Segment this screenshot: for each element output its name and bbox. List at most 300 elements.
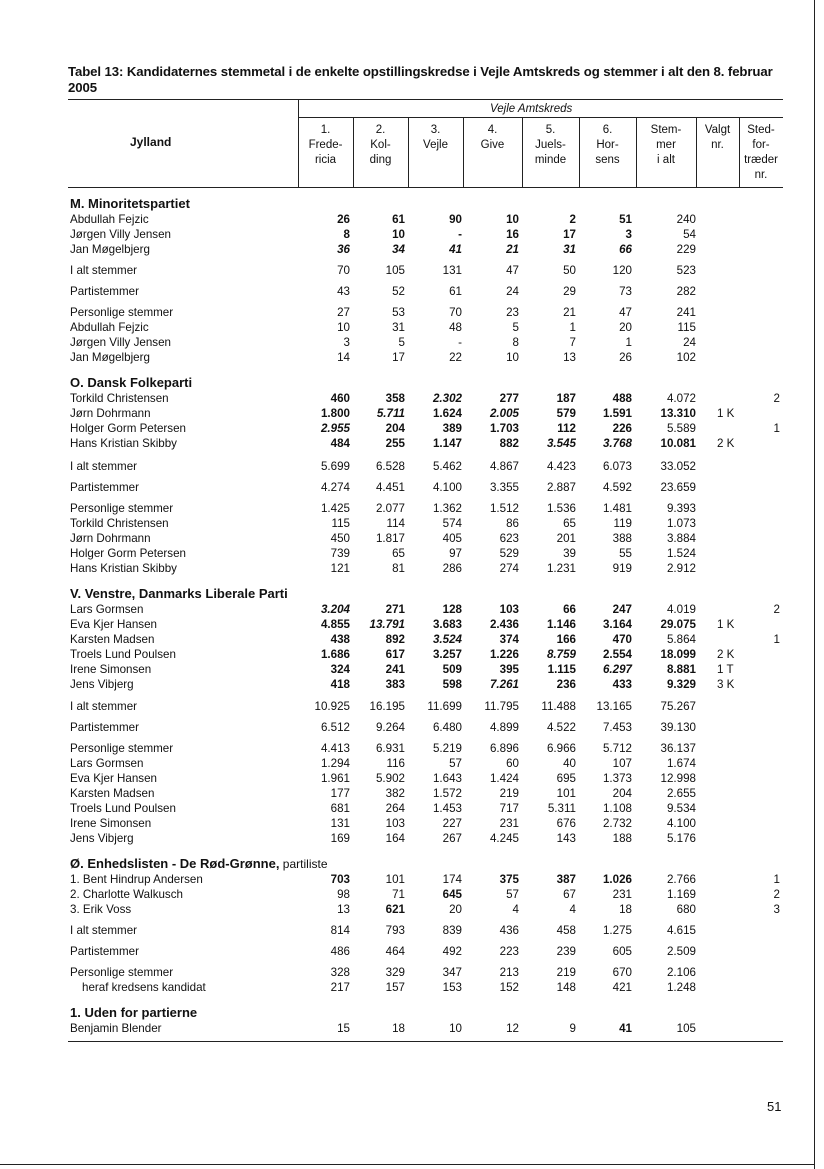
cell-kreds-2: 1.817 <box>375 532 405 545</box>
row-label: Eva Kjer Hansen <box>70 772 157 785</box>
party-name: V. Venstre, Danmarks Liberale Parti <box>70 586 288 601</box>
cell-total: 2.655 <box>666 787 696 800</box>
cell-kreds-3: 389 <box>442 422 462 435</box>
cell-kreds-4: 86 <box>506 517 519 530</box>
cell-kreds-5: 1 <box>569 321 576 334</box>
cell-kreds-6: 421 <box>612 981 632 994</box>
cell-kreds-3: 3.257 <box>432 648 462 661</box>
cell-kreds-2: 5.711 <box>376 407 405 420</box>
cell-total: 33.052 <box>660 460 696 473</box>
cell-kreds-5: 676 <box>556 817 576 830</box>
cell-kreds-5: 187 <box>556 392 576 405</box>
cell-kreds-5: 4.522 <box>546 721 576 734</box>
cell-kreds-4: 219 <box>499 787 519 800</box>
cell-kreds-1: 4.413 <box>320 742 350 755</box>
cell-total: 4.072 <box>666 392 696 405</box>
cell-kreds-5: 4 <box>569 903 576 916</box>
table-row <box>0 632 824 647</box>
cell-kreds-6: 2.732 <box>602 817 632 830</box>
cell-kreds-4: 8 <box>512 336 519 349</box>
cell-kreds-2: 18 <box>392 1022 405 1035</box>
cell-kreds-3: 20 <box>449 903 462 916</box>
row-label: Karsten Madsen <box>70 787 155 800</box>
table-row <box>0 965 824 980</box>
cell-kreds-1: 6.512 <box>320 721 350 734</box>
row-label: Torkild Christensen <box>70 517 169 530</box>
cell-total: 36.137 <box>660 742 696 755</box>
cell-kreds-2: 617 <box>385 648 405 661</box>
table-row <box>0 516 824 531</box>
cell-kreds-4: 11.795 <box>484 700 519 713</box>
cell-kreds-6: 66 <box>619 243 632 256</box>
cell-kreds-5: 101 <box>556 787 576 800</box>
cell-kreds-5: 166 <box>556 633 576 646</box>
cell-kreds-2: 157 <box>385 981 405 994</box>
cell-kreds-4: 103 <box>499 603 519 616</box>
cell-kreds-1: 14 <box>337 351 350 364</box>
cell-kreds-1: 98 <box>337 888 350 901</box>
cell-kreds-5: 201 <box>556 532 576 545</box>
cell-kreds-5: 6.966 <box>546 742 576 755</box>
row-label: Troels Lund Poulsen <box>70 802 176 815</box>
cell-total: 24 <box>683 336 696 349</box>
cell-kreds-3: 3.683 <box>432 618 462 631</box>
cell-valgt: 1 K <box>717 407 735 420</box>
cell-total: 9.534 <box>666 802 696 815</box>
cell-total: 1.524 <box>666 547 696 560</box>
cell-kreds-3: 128 <box>442 603 462 616</box>
cell-stedfortraeder: 2 <box>773 392 780 405</box>
cell-kreds-3: 227 <box>442 817 462 830</box>
stub-header: Jylland <box>130 135 172 149</box>
table-row <box>0 831 824 846</box>
cell-kreds-1: 460 <box>330 392 350 405</box>
cell-kreds-3: 492 <box>442 945 462 958</box>
cell-kreds-5: 112 <box>557 422 576 435</box>
cell-kreds-5: 40 <box>563 757 576 770</box>
cell-kreds-2: 4.451 <box>375 481 405 494</box>
cell-kreds-4: 4.867 <box>489 460 519 473</box>
cell-total: 8.881 <box>666 663 696 676</box>
cell-kreds-1: 121 <box>330 562 350 575</box>
column-header-line: nr. <box>754 169 768 181</box>
cell-kreds-1: 10 <box>337 321 350 334</box>
cell-kreds-3: 174 <box>442 873 462 886</box>
table-row <box>0 305 824 320</box>
cell-kreds-5: 2.887 <box>546 481 576 494</box>
row-label: Jan Møgelbjerg <box>70 351 150 364</box>
cell-kreds-1: 418 <box>330 678 350 691</box>
row-label: Partistemmer <box>70 481 139 494</box>
cell-kreds-4: 152 <box>499 981 519 994</box>
cell-kreds-3: 1.572 <box>432 787 462 800</box>
cell-kreds-4: 4.899 <box>489 721 519 734</box>
cell-kreds-3: 267 <box>442 832 462 845</box>
row-label: Partistemmer <box>70 945 139 958</box>
table-row <box>0 980 824 995</box>
table-row <box>0 284 824 299</box>
cell-kreds-3: 131 <box>442 264 462 277</box>
column-header-line: Stem- <box>650 124 682 136</box>
cell-total: 2.509 <box>666 945 696 958</box>
row-label: I alt stemmer <box>70 264 137 277</box>
cell-kreds-3: 3.524 <box>432 633 462 646</box>
cell-kreds-4: 375 <box>499 873 519 886</box>
cell-kreds-4: 1.226 <box>489 648 519 661</box>
cell-kreds-5: 1.536 <box>546 502 576 515</box>
cell-kreds-6: 3.768 <box>602 437 632 450</box>
cell-kreds-2: 17 <box>392 351 405 364</box>
cell-kreds-4: 7.261 <box>489 678 519 691</box>
party-name-suffix: partiliste <box>279 857 328 871</box>
cell-kreds-1: 27 <box>337 306 350 319</box>
cell-kreds-2: 793 <box>385 924 405 937</box>
cell-kreds-3: 1.624 <box>432 407 462 420</box>
cell-total: 1.674 <box>666 757 696 770</box>
cell-kreds-4: 23 <box>506 306 519 319</box>
cell-kreds-2: 10 <box>392 228 405 241</box>
cell-kreds-1: 4.855 <box>320 618 350 631</box>
table-row <box>0 786 824 801</box>
cell-kreds-6: 1.481 <box>602 502 632 515</box>
cell-kreds-6: 1.108 <box>602 802 632 815</box>
table-row <box>0 436 824 451</box>
cell-kreds-3: 839 <box>442 924 462 937</box>
cell-kreds-5: 695 <box>556 772 576 785</box>
cell-kreds-3: 509 <box>442 663 462 676</box>
cell-total: 240 <box>676 213 696 226</box>
cell-total: 9.329 <box>666 678 696 691</box>
cell-kreds-6: 2.554 <box>602 648 632 661</box>
cell-total: 10.081 <box>660 437 696 450</box>
cell-kreds-1: 70 <box>337 264 350 277</box>
cell-kreds-4: 717 <box>499 802 519 815</box>
table-row <box>0 546 824 561</box>
table-row <box>0 923 824 938</box>
table-row <box>0 720 824 735</box>
cell-kreds-4: 4 <box>512 903 519 916</box>
cell-kreds-2: 105 <box>385 264 405 277</box>
table-row <box>0 617 824 632</box>
cell-kreds-3: 10 <box>449 1022 462 1035</box>
row-label: I alt stemmer <box>70 700 137 713</box>
cell-kreds-5: 3.545 <box>546 437 576 450</box>
table-row <box>0 662 824 677</box>
cell-total: 5.589 <box>666 422 696 435</box>
row-label: Personlige stemmer <box>70 502 174 515</box>
cell-kreds-1: 814 <box>330 924 350 937</box>
cell-total: 105 <box>676 1022 696 1035</box>
table-row <box>0 902 824 917</box>
row-label: Irene Simonsen <box>70 663 152 676</box>
cell-kreds-3: - <box>458 228 462 241</box>
cell-kreds-5: 11.488 <box>541 700 576 713</box>
cell-kreds-2: 114 <box>386 517 405 530</box>
row-label: Jørn Dohrmann <box>70 532 151 545</box>
cell-kreds-2: 382 <box>385 787 405 800</box>
table-title: Tabel 13: Kandidaternes stemmetal i de enkelte opstillingskredse i Vejle Amtskreds og stemmer i alt den 8. februar 2005 <box>68 64 773 95</box>
cell-kreds-4: 623 <box>499 532 519 545</box>
cell-kreds-5: 219 <box>556 966 576 979</box>
cell-kreds-5: 458 <box>556 924 576 937</box>
cell-kreds-1: 177 <box>330 787 350 800</box>
cell-kreds-6: 20 <box>619 321 632 334</box>
cell-kreds-4: 882 <box>499 437 519 450</box>
cell-kreds-4: 223 <box>499 945 519 958</box>
cell-kreds-4: 12 <box>506 1022 519 1035</box>
cell-kreds-1: 486 <box>330 945 350 958</box>
row-label: Jørgen Villy Jensen <box>70 336 171 349</box>
cell-total: 12.998 <box>660 772 696 785</box>
cell-kreds-5: 8.759 <box>546 648 576 661</box>
cell-total: 29.075 <box>660 618 696 631</box>
cell-kreds-6: 120 <box>612 264 632 277</box>
cell-kreds-4: 231 <box>499 817 519 830</box>
column-header-line: i alt <box>657 154 675 166</box>
cell-kreds-5: 579 <box>556 407 576 420</box>
cell-kreds-1: 703 <box>330 873 350 886</box>
cell-kreds-6: 18 <box>619 903 632 916</box>
table-row <box>0 227 824 242</box>
table-row <box>0 699 824 714</box>
cell-kreds-1: 1.294 <box>320 757 350 770</box>
page-number: 51 <box>767 1099 782 1114</box>
cell-kreds-3: 61 <box>449 285 462 298</box>
cell-stedfortraeder: 2 <box>773 603 780 616</box>
cell-kreds-2: 71 <box>392 888 405 901</box>
column-header-line: 3. <box>430 124 441 136</box>
column-header-line: Kol- <box>370 139 391 151</box>
cell-kreds-4: 374 <box>499 633 519 646</box>
cell-kreds-1: 484 <box>330 437 350 450</box>
row-label: Jan Møgelbjerg <box>70 243 150 256</box>
cell-kreds-4: 1.424 <box>489 772 519 785</box>
cell-kreds-1: 43 <box>337 285 350 298</box>
cell-kreds-4: 24 <box>506 285 519 298</box>
row-label: Jens Vibjerg <box>70 832 134 845</box>
cell-kreds-6: 470 <box>612 633 632 646</box>
row-label: Eva Kjer Hansen <box>70 618 157 631</box>
table-row <box>0 647 824 662</box>
cell-total: 54 <box>683 228 696 241</box>
cell-kreds-2: 329 <box>385 966 405 979</box>
cell-kreds-2: 101 <box>385 873 405 886</box>
cell-total: 23.659 <box>660 481 696 494</box>
cell-kreds-2: 2.077 <box>375 502 405 515</box>
column-header-line: mer <box>656 139 676 151</box>
cell-total: 4.100 <box>666 817 696 830</box>
cell-kreds-5: 67 <box>563 888 576 901</box>
row-label: heraf kredsens kandidat <box>82 981 206 994</box>
cell-valgt: 2 K <box>717 648 735 661</box>
cell-kreds-2: 264 <box>385 802 405 815</box>
cell-kreds-2: 621 <box>385 903 405 916</box>
column-header-line: minde <box>534 154 567 166</box>
cell-kreds-5: 66 <box>563 603 576 616</box>
cell-kreds-1: 115 <box>331 517 350 530</box>
cell-total: 229 <box>676 243 696 256</box>
cell-kreds-1: 2.955 <box>320 422 350 435</box>
cell-total: 282 <box>676 285 696 298</box>
cell-kreds-4: 3.355 <box>489 481 519 494</box>
cell-kreds-1: 739 <box>330 547 350 560</box>
cell-kreds-2: 81 <box>392 562 405 575</box>
cell-kreds-6: 107 <box>612 757 632 770</box>
cell-kreds-2: 271 <box>385 603 405 616</box>
cell-kreds-1: 8 <box>343 228 350 241</box>
cell-kreds-3: - <box>458 336 462 349</box>
cell-stedfortraeder: 1 <box>773 873 780 886</box>
cell-total: 5.864 <box>666 633 696 646</box>
cell-total: 2.766 <box>666 873 696 886</box>
cell-kreds-2: 103 <box>385 817 405 830</box>
cell-kreds-1: 26 <box>337 213 350 226</box>
row-label: Abdullah Fejzic <box>70 213 149 226</box>
cell-kreds-4: 47 <box>506 264 519 277</box>
table-row <box>0 887 824 902</box>
cell-total: 4.019 <box>666 603 696 616</box>
cell-kreds-2: 65 <box>392 547 405 560</box>
cell-stedfortraeder: 1 <box>773 633 780 646</box>
party-heading <box>0 375 824 392</box>
row-label: Personlige stemmer <box>70 306 174 319</box>
column-header-line: ding <box>369 154 392 166</box>
cell-kreds-6: 433 <box>612 678 632 691</box>
party-name: 1. Uden for partierne <box>70 1005 198 1020</box>
cell-kreds-2: 464 <box>385 945 405 958</box>
cell-kreds-5: 143 <box>556 832 576 845</box>
column-header-line: Valgt <box>704 124 731 136</box>
party-name: M. Minoritetspartiet <box>70 196 190 211</box>
table-row <box>0 944 824 959</box>
cell-kreds-5: 31 <box>563 243 576 256</box>
row-label: Personlige stemmer <box>70 742 174 755</box>
cell-kreds-6: 6.297 <box>602 663 632 676</box>
cell-kreds-3: 6.480 <box>432 721 462 734</box>
row-label: Personlige stemmer <box>70 966 174 979</box>
cell-kreds-6: 670 <box>612 966 632 979</box>
column-header-line: 6. <box>602 124 613 136</box>
row-label: I alt stemmer <box>70 924 137 937</box>
cell-total: 1.248 <box>666 981 696 994</box>
cell-kreds-4: 10 <box>506 351 519 364</box>
cell-kreds-2: 6.528 <box>375 460 405 473</box>
cell-kreds-5: 65 <box>563 517 576 530</box>
cell-kreds-2: 241 <box>385 663 405 676</box>
cell-kreds-4: 395 <box>499 663 519 676</box>
cell-total: 115 <box>677 321 696 334</box>
cell-valgt: 3 K <box>717 678 735 691</box>
cell-kreds-3: 1.643 <box>432 772 462 785</box>
cell-kreds-4: 529 <box>499 547 519 560</box>
cell-kreds-4: 21 <box>506 243 519 256</box>
cell-kreds-2: 34 <box>392 243 405 256</box>
cell-valgt: 1 T <box>717 663 734 676</box>
cell-kreds-4: 2.436 <box>489 618 519 631</box>
cell-kreds-6: 919 <box>612 562 632 575</box>
cell-kreds-2: 204 <box>385 422 405 435</box>
cell-kreds-6: 73 <box>619 285 632 298</box>
table-row <box>0 816 824 831</box>
cell-kreds-3: 1.147 <box>432 437 462 450</box>
row-label: Lars Gormsen <box>70 757 144 770</box>
cell-total: 5.176 <box>666 832 696 845</box>
cell-kreds-5: 4.423 <box>546 460 576 473</box>
cell-kreds-5: 1.115 <box>547 663 576 676</box>
table-row <box>0 1021 824 1036</box>
cell-kreds-4: 4.245 <box>489 832 519 845</box>
cell-kreds-5: 17 <box>563 228 576 241</box>
cell-kreds-3: 2.302 <box>432 392 462 405</box>
cell-total: 523 <box>676 264 696 277</box>
cell-kreds-4: 436 <box>499 924 519 937</box>
cell-kreds-4: 60 <box>506 757 519 770</box>
cell-kreds-6: 1.591 <box>602 407 632 420</box>
cell-total: 39.130 <box>660 721 696 734</box>
cell-kreds-5: 7 <box>569 336 576 349</box>
cell-kreds-5: 148 <box>556 981 576 994</box>
cell-kreds-5: 13 <box>563 351 576 364</box>
cell-kreds-1: 36 <box>337 243 350 256</box>
cell-total: 9.393 <box>666 502 696 515</box>
column-header-line: nr. <box>711 139 724 151</box>
column-header-line: Give <box>480 139 505 151</box>
table-row <box>0 741 824 756</box>
cell-kreds-1: 1.800 <box>320 407 350 420</box>
cell-kreds-5: 236 <box>556 678 576 691</box>
cell-kreds-2: 9.264 <box>375 721 405 734</box>
cell-kreds-1: 438 <box>330 633 350 646</box>
cell-kreds-1: 3 <box>343 336 350 349</box>
cell-kreds-1: 10.925 <box>314 700 350 713</box>
row-label: Benjamin Blender <box>70 1022 162 1035</box>
column-header-line: ricia <box>314 154 337 166</box>
cell-kreds-2: 5 <box>398 336 405 349</box>
cell-kreds-6: 6.073 <box>602 460 632 473</box>
cell-kreds-5: 1.231 <box>546 562 576 575</box>
cell-kreds-1: 3.204 <box>320 603 350 616</box>
cell-kreds-6: 119 <box>613 517 632 530</box>
cell-kreds-2: 383 <box>385 678 405 691</box>
table-row <box>0 350 824 365</box>
cell-kreds-1: 1.425 <box>320 502 350 515</box>
cell-kreds-5: 5.311 <box>547 802 576 815</box>
cell-kreds-5: 21 <box>563 306 576 319</box>
table-row <box>0 391 824 406</box>
cell-kreds-6: 605 <box>612 945 632 958</box>
cell-valgt: 2 K <box>717 437 735 450</box>
cell-kreds-4: 16 <box>506 228 519 241</box>
cell-total: 102 <box>676 351 696 364</box>
table-row <box>0 501 824 516</box>
cell-kreds-3: 1.453 <box>432 802 462 815</box>
cell-kreds-6: 7.453 <box>602 721 632 734</box>
cell-kreds-4: 57 <box>506 888 519 901</box>
cell-kreds-3: 645 <box>442 888 462 901</box>
cell-kreds-2: 164 <box>385 832 405 845</box>
cell-kreds-4: 213 <box>499 966 519 979</box>
group-header: Vejle Amtskreds <box>490 103 573 115</box>
row-label: Lars Gormsen <box>70 603 144 616</box>
cell-kreds-6: 1.275 <box>602 924 632 937</box>
cell-kreds-3: 574 <box>442 517 462 530</box>
row-label: Abdullah Fejzic <box>70 321 149 334</box>
cell-kreds-6: 488 <box>612 392 632 405</box>
column-header-line: Frede- <box>308 139 343 151</box>
row-label: Hans Kristian Skibby <box>70 562 177 575</box>
cell-total: 2.912 <box>666 562 696 575</box>
cell-kreds-1: 1.686 <box>320 648 350 661</box>
